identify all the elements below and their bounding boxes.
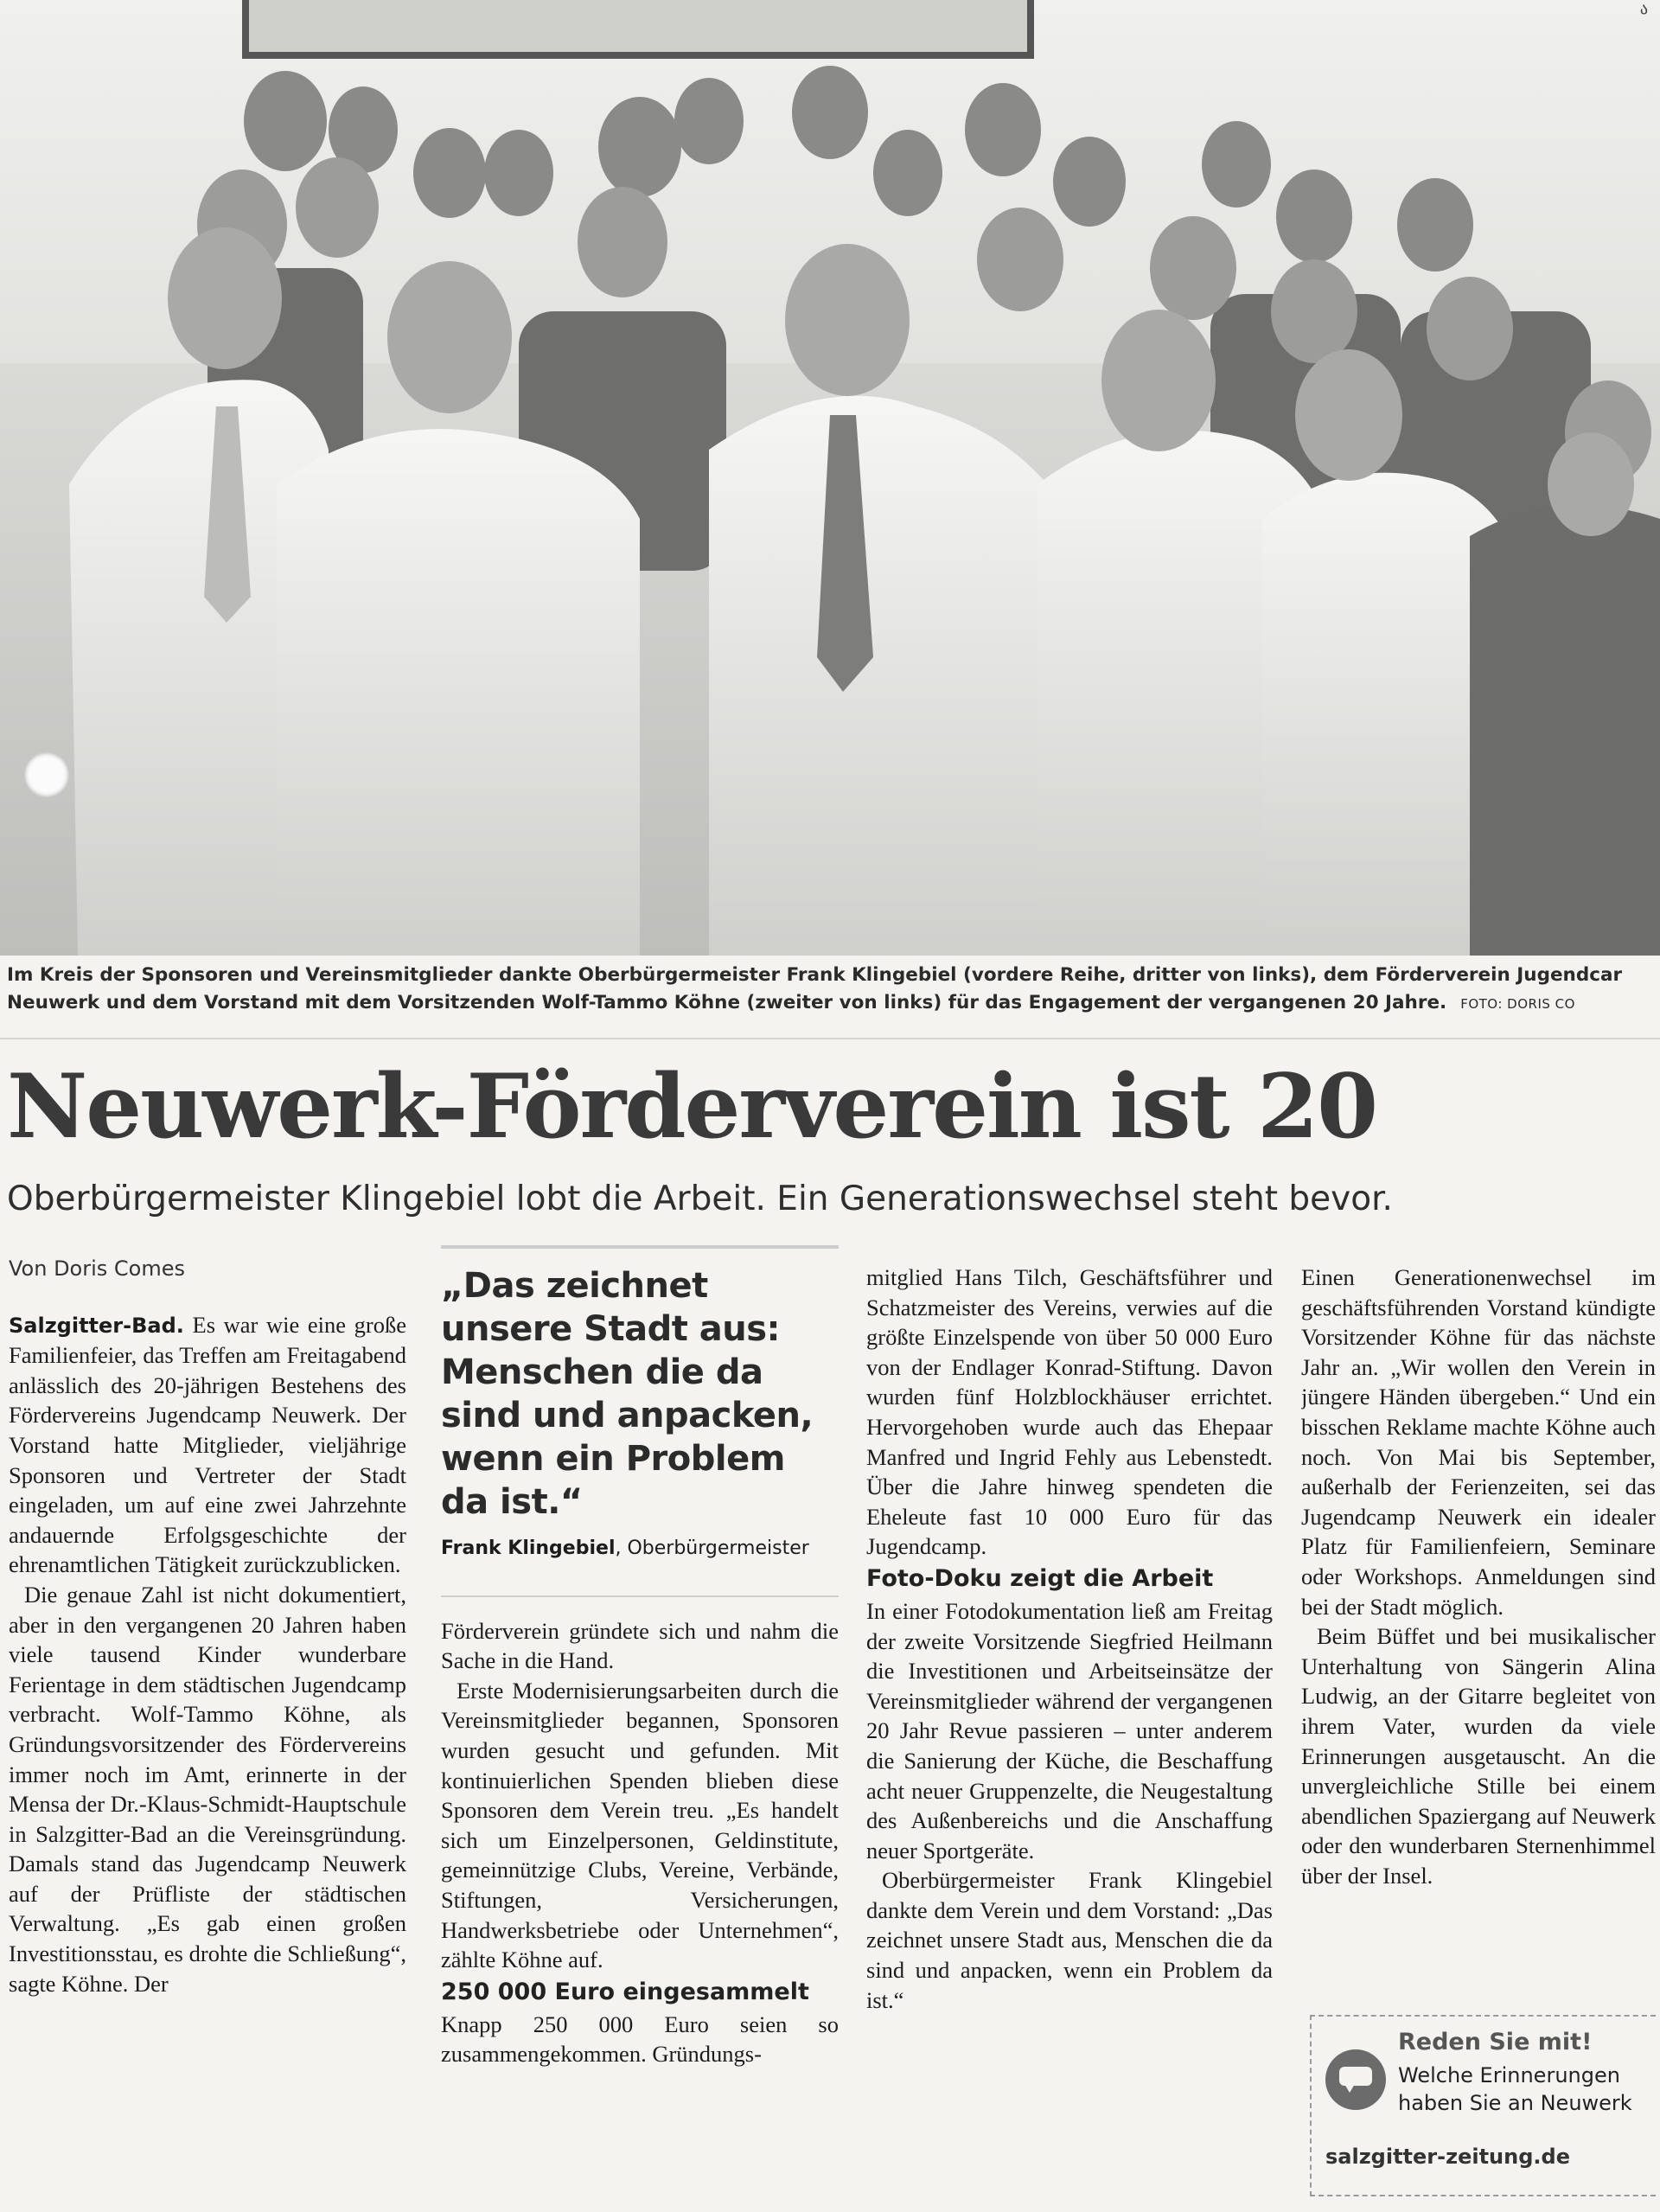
photo-credit: FOTO: DORIS CO — [1460, 996, 1575, 1012]
article-paragraph: Die genaue Zahl ist nicht dokumentiert, aber in den vergangenen 20 Jahren haben viele tausend Kinder wunderbare Ferientage in dem städtischen Jugendcamp verbracht. Wolf-Tammo Köhne, als Gründungsvorsitzender des Fördervereins immer noch im Amt, erinnerte in der Mensa der Dr.-Klaus-Schmidt-Hauptschule in Salzgitter-Bad an die Vereinsgründung. Damals stand das Jugendcamp Neuwerk auf der Prüfliste der städtischen Verwaltung. „Es gab einen großen Investitionsstau, es drohte die Schließung“, sagte Köhne. Der — [9, 1581, 406, 1997]
caption-line-2-text: Neuwerk und dem Vorstand mit dem Vorsitzenden Wolf-Tammo Köhne (zweiter von links) für das Engagement der vergangenen 20 Jahre. — [7, 992, 1447, 1013]
article-paragraph: mitglied Hans Tilch, Geschäftsführer und Schatzmeister des Vereins, verwies auf die größte Einzelspende von über 50 000 Euro von der Endlager Konrad-Stiftung. Davon wurden fünf Holzblockhäuser errichtet. Hervorgehoben wurde auch das Ehepaar Manfred und Ingrid Fehly aus Lebenstedt. Über die Jahre hinweg spendeten die Eheleute fast 10 000 Euro für das Jugendcamp. — [866, 1264, 1273, 1560]
photo-caption — [7, 962, 1654, 1018]
article-paragraph: Förderverein gründete sich und nahm die Sache in die Hand. — [441, 1617, 839, 1674]
paragraph-text: Es war wie eine große Familienfeier, das Treffen am Freitagabend anlässlich des 20-jährigen Bestehens des Fördervereins Jugendcamp Neuwerk. Der Vorstand hatte Mitglieder, vieljährige Sponsoren und Vertreter der Stadt eingeladen, um auf eine zwei Jahrzehnte andauernde Erfolgsgeschichte der ehrenamtlichen Tätigkeit zurückzublicken. — [9, 1311, 406, 1578]
article-paragraph: Erste Modernisierungsarbeiten durch die Vereinsmitglieder begannen, Sponsoren wurden gesucht und gefunden. Mit kontinuierlichen Spenden blieben diese Sponsoren dem Verein treu. „Es handelt sich um Einzelpersonen, Geldinstitute, gemeinnützige Clubs, Vereine, Verbände, Stiftungen, Versicherungen, Handwerksbetriebe oder Unternehmen“, zählte Köhne auf. — [441, 1677, 839, 1973]
pull-quote: „Das zeichnet unsere Stadt aus: Menschen die da sind und anpacken, wenn ein Problem da ist.“ — [441, 1245, 839, 1524]
dateline: Salzgitter-Bad. — [9, 1313, 184, 1338]
article-paragraph — [9, 1310, 406, 1580]
reden-url-link[interactable]: salzgitter-zeitung.de — [1325, 2145, 1570, 2169]
article-paragraph: Beim Büffet und bei musikalischer Unterhaltung von Sängerin Alina Ludwig, an der Gitarre begleitet von ihrem Vater, wurden da viele Erinnerungen ausgetauscht. An die unvergleichliche Stille bei einem abendlichen Spaziergang auf Neuwerk oder den wunderbaren Sternenhimmel über der Insel. — [1301, 1623, 1656, 1889]
reden-title: Reden Sie mit! — [1398, 2029, 1593, 2055]
byline: Von Doris Comes — [9, 1256, 185, 1281]
article-paragraph: Knapp 250 000 Euro seien so zusammengekommen. Gründungs- — [441, 2011, 839, 2068]
punch-hole — [24, 752, 69, 797]
column-3 — [866, 1263, 1273, 2015]
divider — [0, 1038, 1660, 1039]
quote-divider — [441, 1595, 839, 1597]
caption-line-2 — [7, 989, 1654, 1018]
subheadline: Oberbürgermeister Klingebiel lobt die Arbeit. Ein Generationswechsel steht bevor. — [7, 1180, 1393, 1218]
page-corner-mark: ა — [1639, 0, 1648, 18]
article-paragraph: Einen Generationenwechsel im geschäftsführenden Vorstand kündigte Vorsitzender Köhne für das nächste Jahr an. „Wir wollen den Verein in jüngere Händen übergeben.“ Und ein bisschen Reklame machte Köhne auch noch. Von Mai bis September, außerhalb der Ferienzeiten, sei das Jugendcamp Neuwerk ein idealer Platz für Familienfeiern, Seminare oder Workshops. Anmeldungen sind bei der Stadt möglich. — [1301, 1264, 1656, 1620]
quote-author: Frank Klingebiel — [441, 1538, 616, 1559]
caption-line-1: Im Kreis der Sponsoren und Vereinsmitglieder dankte Oberbürgermeister Frank Klingebiel (vordere Reihe, dritter von links), dem Förderverein Jugendcar — [7, 964, 1623, 986]
quote-attribution — [441, 1534, 839, 1564]
reden-text: Welche Erinnerungen haben Sie an Neuwerk — [1398, 2063, 1632, 2115]
group-photo — [0, 0, 1660, 956]
reden-sie-mit-box — [1310, 2015, 1656, 2196]
article-paragraph: In einer Fotodokumentation ließ am Freitag der zweite Vorsitzende Siegfried Heilmann die Investitionen und Arbeitseinsätze der Vereinsmitglieder während der vergangenen 20 Jahr Revue passieren – unter anderem die Sanierung der Küche, die Beschaffung acht neuer Gruppenzelte, die Neugestaltung des Außenbereichs und die Anschaffung neuer Sportgeräte. — [866, 1597, 1273, 1864]
section-subheading: Foto-Doku zeigt die Arbeit — [866, 1564, 1214, 1592]
quote-role: , Oberbürgermeister — [615, 1538, 809, 1559]
column-4 — [1301, 1263, 1656, 1890]
chat-bubble-icon — [1325, 2049, 1386, 2110]
crowd-illustration — [0, 0, 1660, 956]
column-2 — [441, 1245, 839, 2069]
article-paragraph: Oberbürgermeister Frank Klingebiel dankte dem Verein und dem Vorstand: „Das zeichnet unsere Stadt aus, Menschen die da sind und anpacken, wenn ein Problem da ist.“ — [866, 1867, 1273, 2013]
headline: Neuwerk-Förderverein ist 20 — [7, 1055, 1377, 1159]
column-1 — [9, 1254, 406, 1998]
section-subheading: 250 000 Euro eingesammelt — [441, 1978, 809, 2005]
